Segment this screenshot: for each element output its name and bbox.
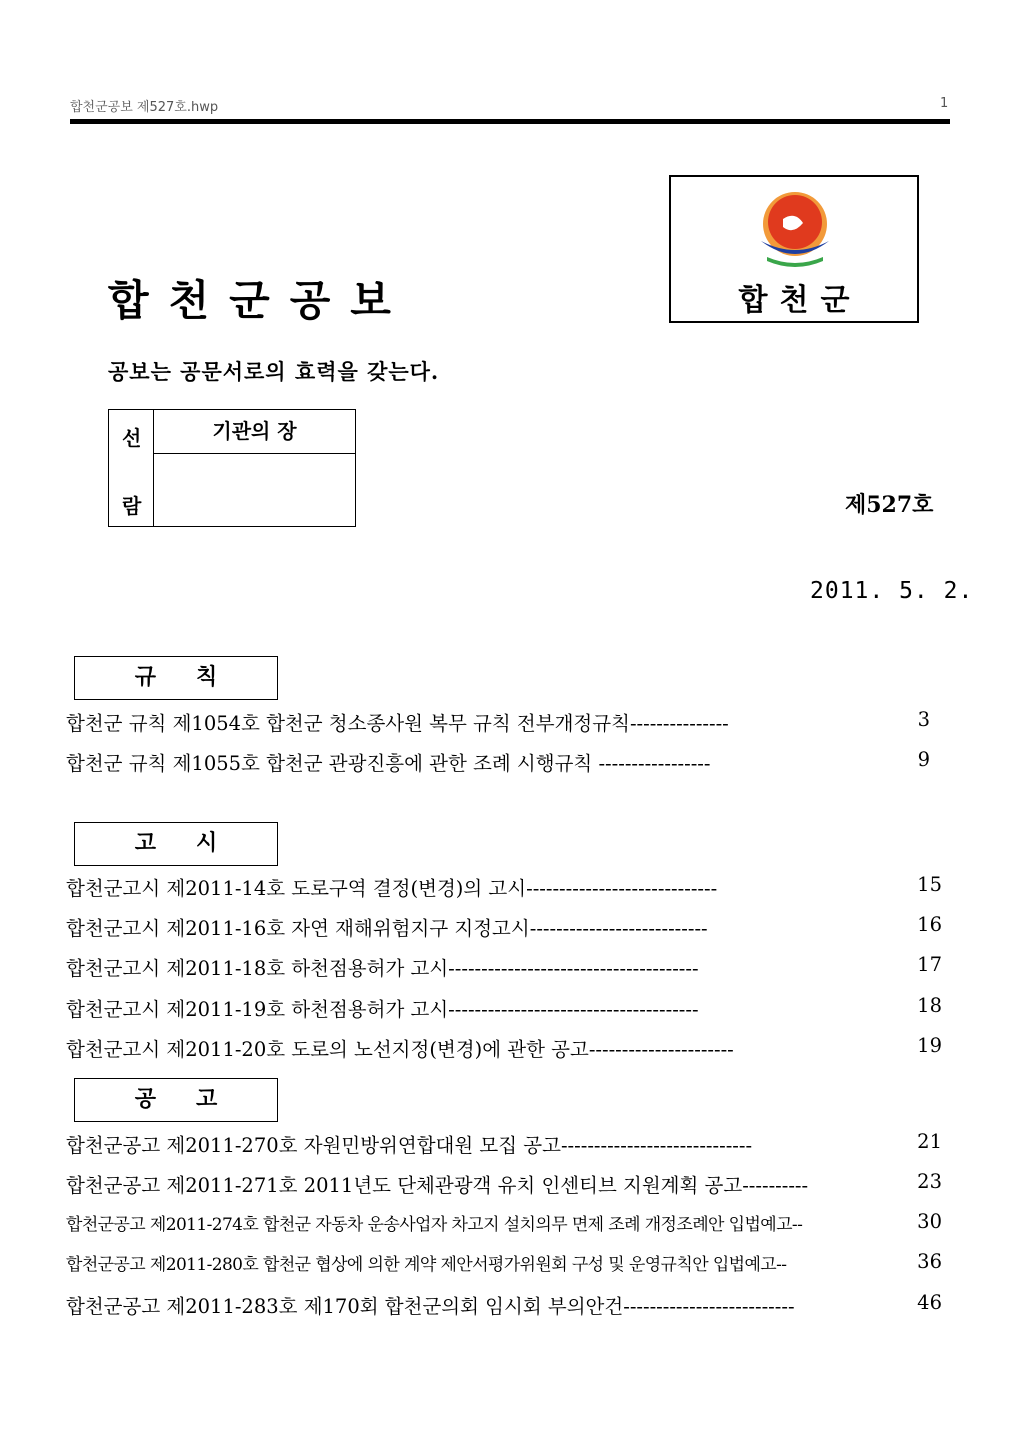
toc-entry[interactable] (66, 913, 942, 943)
toc-entry-page: 18 (917, 994, 942, 1017)
approval-label-bottom: 람 (122, 494, 142, 518)
page-title: 합천군공보 (108, 276, 411, 325)
toc-entry-title: 합천군고시 제2011-16호 자연 재해위험지구 지정고시--------------------------- (66, 917, 708, 940)
subtitle: 공보는 공문서로의 효력을 갖는다. (108, 359, 440, 384)
county-logo (669, 175, 919, 323)
toc-entry-title: 합천군공고 제2011-271호 2011년도 단체관광객 유치 인센티브 지원계획 공고---------- (66, 1174, 809, 1197)
logo-text: 합천군 (738, 283, 862, 318)
toc-entry-title: 합천군공고 제2011-274호 합천군 자동차 운송사업자 차고지 설치의무 면제 조례 개정조례안 입법예고-- (66, 1215, 803, 1235)
toc-entry-page: 15 (917, 873, 942, 896)
toc-entry-page: 9 (917, 748, 930, 771)
county-emblem-icon (753, 189, 837, 275)
toc-entry[interactable] (66, 994, 942, 1024)
section-heading-rules: 규칙 (74, 656, 278, 700)
toc-entry[interactable] (66, 1170, 942, 1200)
toc-entry-page: 3 (917, 708, 930, 731)
toc-entry[interactable] (66, 748, 942, 778)
toc-entry[interactable] (66, 1210, 942, 1240)
approval-label-top: 선 (122, 426, 142, 450)
toc-entry-title: 합천군공고 제2011-283호 제170회 합천군의회 임시회 부의안건-------------------------- (66, 1295, 795, 1318)
header-page-number: 1 (940, 96, 949, 111)
toc-entry-page: 21 (917, 1130, 942, 1153)
issue-number: 제527호 (845, 492, 934, 518)
toc-entry-title: 합천군 규칙 제1055호 합천군 관광진흥에 관한 조례 시행규칙 ----------------- (66, 752, 711, 775)
toc-entry-title: 합천군공고 제2011-270호 자원민방위연합대원 모집 공고----------------------------- (66, 1134, 753, 1157)
approval-header: 기관의 장 (154, 410, 355, 454)
approval-label-column (109, 410, 154, 526)
toc-entry-page: 23 (917, 1170, 942, 1193)
toc-entry[interactable] (66, 708, 942, 738)
toc-entry-title: 합천군고시 제2011-20호 도로의 노선지정(변경)에 관한 공고---------------------- (66, 1038, 734, 1061)
toc-entry-page: 19 (917, 1034, 942, 1057)
header-filename: 합천군공보 제527호.hwp (70, 100, 219, 115)
approval-table (108, 409, 356, 527)
toc-entry[interactable] (66, 953, 942, 983)
toc-entry-page: 17 (917, 953, 942, 976)
toc-entry[interactable] (66, 1130, 942, 1160)
toc-entry-page: 36 (917, 1250, 942, 1273)
toc-entry[interactable] (66, 1034, 942, 1064)
toc-entry-page: 16 (917, 913, 942, 936)
toc-entry-title: 합천군고시 제2011-19호 하천점용허가 고시-------------------------------------- (66, 998, 699, 1021)
toc-entry[interactable] (66, 1291, 942, 1321)
toc-entry[interactable] (66, 1250, 942, 1280)
toc-entry-title: 합천군고시 제2011-18호 하천점용허가 고시-------------------------------------- (66, 957, 699, 980)
toc-entry-title: 합천군 규칙 제1054호 합천군 청소종사원 복무 규칙 전부개정규칙--------------- (66, 712, 729, 735)
section-heading-notices: 고시 (74, 822, 278, 866)
section-heading-announcements: 공고 (74, 1078, 278, 1122)
issue-date: 2011. 5. 2. (810, 578, 974, 604)
toc-entry-title: 합천군고시 제2011-14호 도로구역 결정(변경)의 고시----------------------------- (66, 877, 718, 900)
toc-entry-page: 46 (917, 1291, 942, 1314)
toc-entry-title: 합천군공고 제2011-280호 합천군 협상에 의한 계약 제안서평가위원회 구성 및 운영규칙안 입법예고-- (66, 1255, 787, 1275)
header-rule (70, 119, 950, 124)
toc-entry-page: 30 (917, 1210, 942, 1233)
toc-entry[interactable] (66, 873, 942, 903)
